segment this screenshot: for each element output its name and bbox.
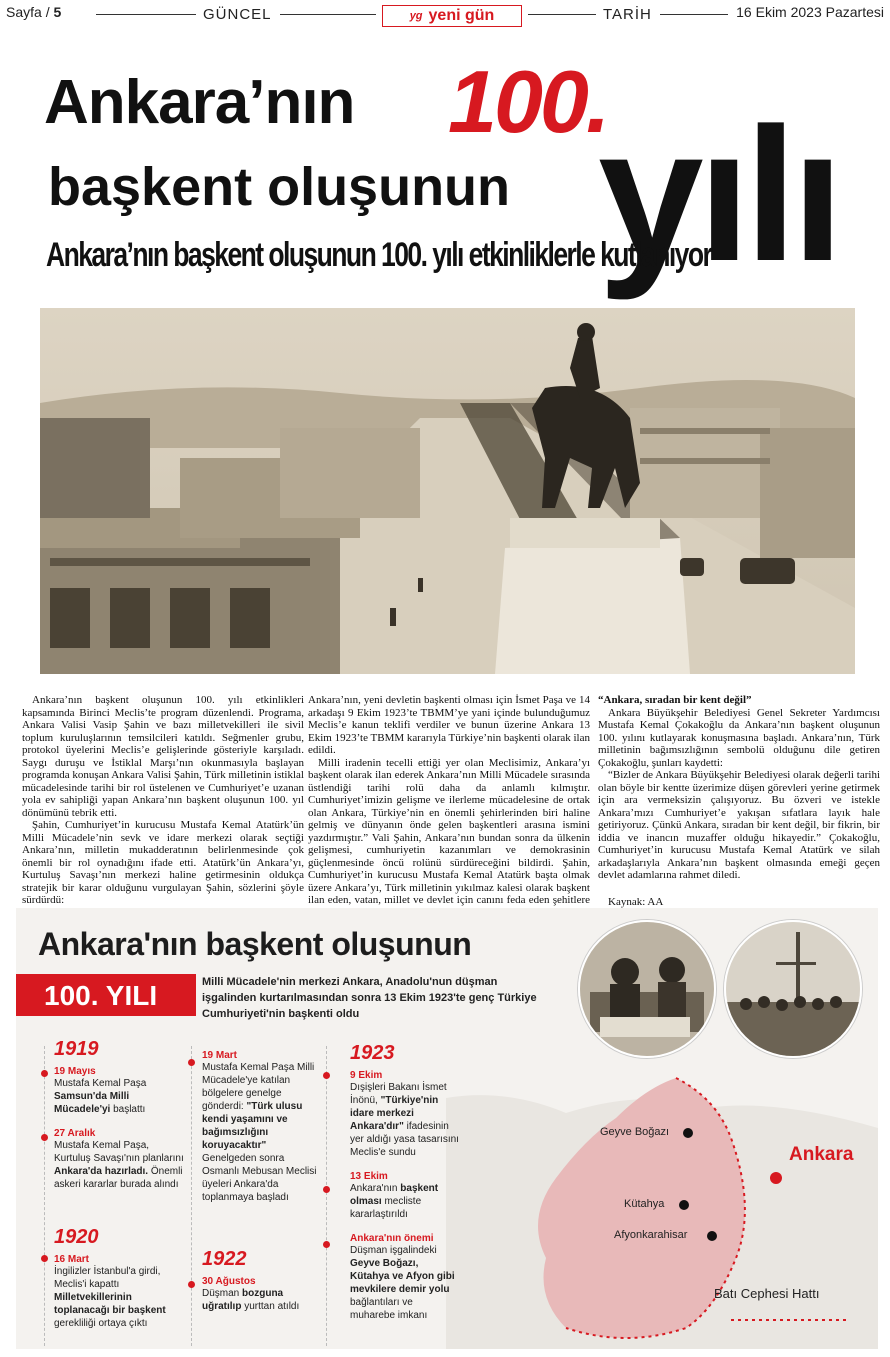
timeline-line (44, 1046, 45, 1346)
article-paragraph: Ankara Büyükşehir Belediyesi Genel Sekreter Yardımcısı Mustafa Kemal Çokakoğlu da Ankara’nın başkent oluşunun 100. yılını kutlayarak konuşmasına başladı. Ankara’nın, Türk milletinin bağımsızlığının sembolü olduğunu dile getiren Çokakoğlu, şunları kaydetti: (598, 706, 880, 769)
map-label-ankara: Ankara (789, 1144, 854, 1165)
event-text: Dışişleri Bakanı İsmet İnönü, "Türkiye'nin idare merkezi Ankara'dır" ifadesinin yer aldığı yasa tasarısını Meclis'e sundu (350, 1082, 459, 1158)
map-label-kutahya: Kütahya (624, 1198, 665, 1210)
event-date: 19 Mayıs (54, 1066, 96, 1077)
headline-subtitle: Ankara’nın başkent oluşunun 100. yılı etkinliklerle kutlanıyor (46, 236, 712, 274)
historic-photo-circle-1 (578, 920, 716, 1058)
article-paragraph: Ankara’nın başkent oluşunun 100. yılı etkinlikleri kapsamında Birinci Meclis’te program düzenlendi. Programa, Ankara Valisi Vasip Şahin ve bazı milletvekilleri ile sivil toplum kuruluşlarının temsilcileri katıldı. Seğmenler grubu, protokol üyelerini Meclis’e gelişlerinde gösteriyle karşıladı. Saygı duruşu ve İstiklal Marşı’nın okunmasıyla başlayan programda konuşan Ankara Valisi Şahin, Türk milletinin istiklal mücadelesinde tarihi bir rol üstelenen ve Cumhuriyet’e uzanan yola ev sahipliği yapan Ankara’nın başkent oluşunun 100. yıl dönümünü tebrik etti. (22, 694, 304, 819)
timeline-1922 (202, 1248, 320, 1313)
timeline-dot (323, 1186, 330, 1193)
timeline-line (326, 1046, 327, 1346)
page-header (0, 0, 890, 34)
newspaper-logo (382, 5, 522, 27)
timeline-dot (41, 1070, 48, 1077)
event-date: 27 Aralık (54, 1128, 96, 1139)
timeline-1919 (54, 1038, 186, 1191)
logo-mark: yg (409, 10, 423, 22)
event-text: Düşman işgalindeki Geyve Boğazı, Kütahya ve Afyon gibi mevkilere demir yolu bağlantıları ve muharebe imkanı (350, 1245, 455, 1321)
timeline-dot (41, 1134, 48, 1141)
geyve-marker (683, 1128, 693, 1138)
infographic-title: Ankara'nın başkent oluşunun (38, 926, 472, 962)
article-column-1 (22, 694, 304, 919)
timeline-dot (188, 1281, 195, 1288)
event-text: Mustafa Kemal Paşa Milli Mücadele'ye katılan bölgelere genelge gönderdi: "Türk ulusu kendi yaşamını ve bağımsızlığını koruyacaktır" Genelgeden sonra Osmanlı Mebusan Meclisi üyeleri Ankara'da toplanmaya başladı (202, 1062, 317, 1203)
event-text: Mustafa Kemal Paşa Samsun'da Milli Mücadele'yi başlattı (54, 1078, 147, 1115)
issue-date: 16 Ekim 2023 Pazartesi (736, 4, 884, 20)
timeline-dot (323, 1072, 330, 1079)
section-right: TARİH (603, 6, 652, 23)
map-legend-front: Batı Cephesi Hattı (714, 1286, 820, 1301)
event-date: Ankara'nın önemi (350, 1233, 434, 1244)
header-rule (96, 14, 196, 15)
kutahya-marker (679, 1200, 689, 1210)
event-text: İngilizler İstanbul'a girdi, Meclis'i kapattı Milletvekillerinin toplanacağı bir başkent gerekliliği ortaya çıktı (54, 1266, 166, 1329)
headline-line1: Ankara’nın (44, 68, 355, 137)
afyon-marker (707, 1231, 717, 1241)
event-text: Düşman bozguna uğratılıp yurttan atıldı (202, 1288, 300, 1312)
event-date: 16 Mart (54, 1254, 90, 1265)
ankara-marker (770, 1172, 782, 1184)
article-paragraph: “Bizler de Ankara Büyükşehir Belediyesi olarak değerli tarihi olan böyle bir kentte üzerimize düşen görevleri yerine getirmek için ara vermeksizin çalışıyoruz. Bu özveri ve istekle Ankara’mızı Cumhuriyet’e yakışan sıfatlara layık hale getiriyoruz. Çünkü Ankara, sıradan bir kent değil, bir fikrin, bir iddia ve inancın muzaffer olduğu hikayedir.” Çokakoğlu, Cumhuriyet’in kurucusu Mustafa Kemal Atatürk ve silah arkadaşlarıyla Ankara’nın başkent olmasında emeği geçen devlet adamlarına rahmet diledi. (598, 769, 880, 881)
header-rule (280, 14, 376, 15)
timeline-1920-march (202, 1050, 320, 1204)
page-number: Sayfa / 5 (6, 4, 62, 20)
subheading: “Ankara, sıradan bir kent değil” (598, 694, 752, 706)
event-date: 13 Ekim (350, 1171, 388, 1182)
article-paragraph: Şahin, Cumhuriyet’in kurucusu Mustafa Kemal Atatürk’ün Milli Mücadele’nin sevk ve idare merkezi olarak seçtiği Ankara’nın, milletin mukadderatının belirlenmesinde çok önemli bir rol oynadığını ifade etti. Atatürk’ün Ankara’yı, Kurtuluş Savaşı’nın merkezi haline getirmesinin oldukça stratejik bir karar olduğunu vurgulayan Şahin, sözlerini şöyle sürdürdü: (22, 819, 304, 906)
event-date: 9 Ekim (350, 1070, 383, 1081)
headline-number: 100. (448, 52, 608, 151)
historic-photo-circle-2 (724, 920, 862, 1058)
headline-big-word: yılı (598, 89, 839, 301)
anniversary-badge: 100. YILI (16, 974, 196, 1016)
timeline-1923 (350, 1042, 460, 1322)
historic-ankara-photo (40, 308, 855, 674)
map-label-geyve: Geyve Boğazı (600, 1126, 670, 1138)
article-column-2 (308, 694, 590, 919)
timeline-dot (323, 1241, 330, 1248)
article-paragraph: Ankara’nın, yeni devletin başkenti olması için İsmet Paşa ve 14 arkadaşı 9 Ekim 1923’te TBMM’ye yani içinde bulunduğumuz Meclis’e kanun teklifi verdiler ve bunun üzerine Ankara 13 Ekim 1923’te TBMM kararıyla Türkiye’nin başkenti olarak ilan edildi. (308, 694, 590, 756)
article-paragraph: Milli iradenin tecelli ettiği yer olan Meclisimiz, Ankara’yı başkent olarak ilan ederek Ankara’nın Milli Mücadele sırasında üstlendiği tarihi rolü daha da anlamlı kılmıştır. Cumhuriyet’imizin gelişme ve ilerleme mücadelesine de ortak olan Ankara, Türkiye’nin en önemli şehirlerinden biri haline gelmiş ve dünyanın önde gelen başkentleri arasına ismini yazdırmıştır.” Vali Şahin, Ankara’nın bundan sonra da ülkenin gelişmesi, cumhuriyetin kazanımları ve demokrasinin güçlenmesinde öncü rolünü sürdüreceğini bildirdi. Şahin, Cumhuriyet’in kurucusu Mustafa Kemal Atatürk başta olmak üzere Ankara’yı, Türk milletinin yıkılmaz kalesi olarak başkent ilan eden, vatan, millet ve devlet için canını feda eden şehitlere (308, 756, 590, 906)
event-text: Mustafa Kemal Paşa, Kurtuluş Savaşı'nın planlarını Ankara'da hazırladı. Önemli askeri kararlar burada alındı (54, 1140, 184, 1190)
year-label: 1923 (350, 1042, 395, 1064)
timeline-dot (188, 1059, 195, 1066)
infographic (16, 908, 878, 1349)
timeline-line (191, 1046, 192, 1346)
article-column-3 (598, 694, 880, 908)
headline-line2: başkent oluşunun (48, 157, 511, 217)
timeline-dot (41, 1255, 48, 1262)
logo-name: yeni gün (428, 7, 495, 24)
section-left: GÜNCEL (203, 6, 272, 23)
article-source: Kaynak: AA (608, 895, 664, 908)
infographic-description: Milli Mücadele'nin merkezi Ankara, Anadolu'nun düşman işgalinden kurtarılmasından sonra 13 Ekim 1923'te genç Türkiye Cumhuriyeti'nin başkenti oldu (202, 976, 537, 1020)
year-label: 1922 (202, 1248, 247, 1270)
event-date: 30 Ağustos (202, 1276, 256, 1287)
year-label: 1920 (54, 1226, 99, 1248)
header-rule (660, 14, 728, 15)
timeline-1920 (54, 1226, 186, 1330)
year-label: 1919 (54, 1038, 99, 1060)
event-text: Ankara'nın başkent olması mecliste kararlaştırıldı (350, 1183, 439, 1220)
event-date: 19 Mart (202, 1050, 238, 1061)
map-label-afyon: Afyonkarahisar (614, 1229, 688, 1241)
header-rule (528, 14, 596, 15)
